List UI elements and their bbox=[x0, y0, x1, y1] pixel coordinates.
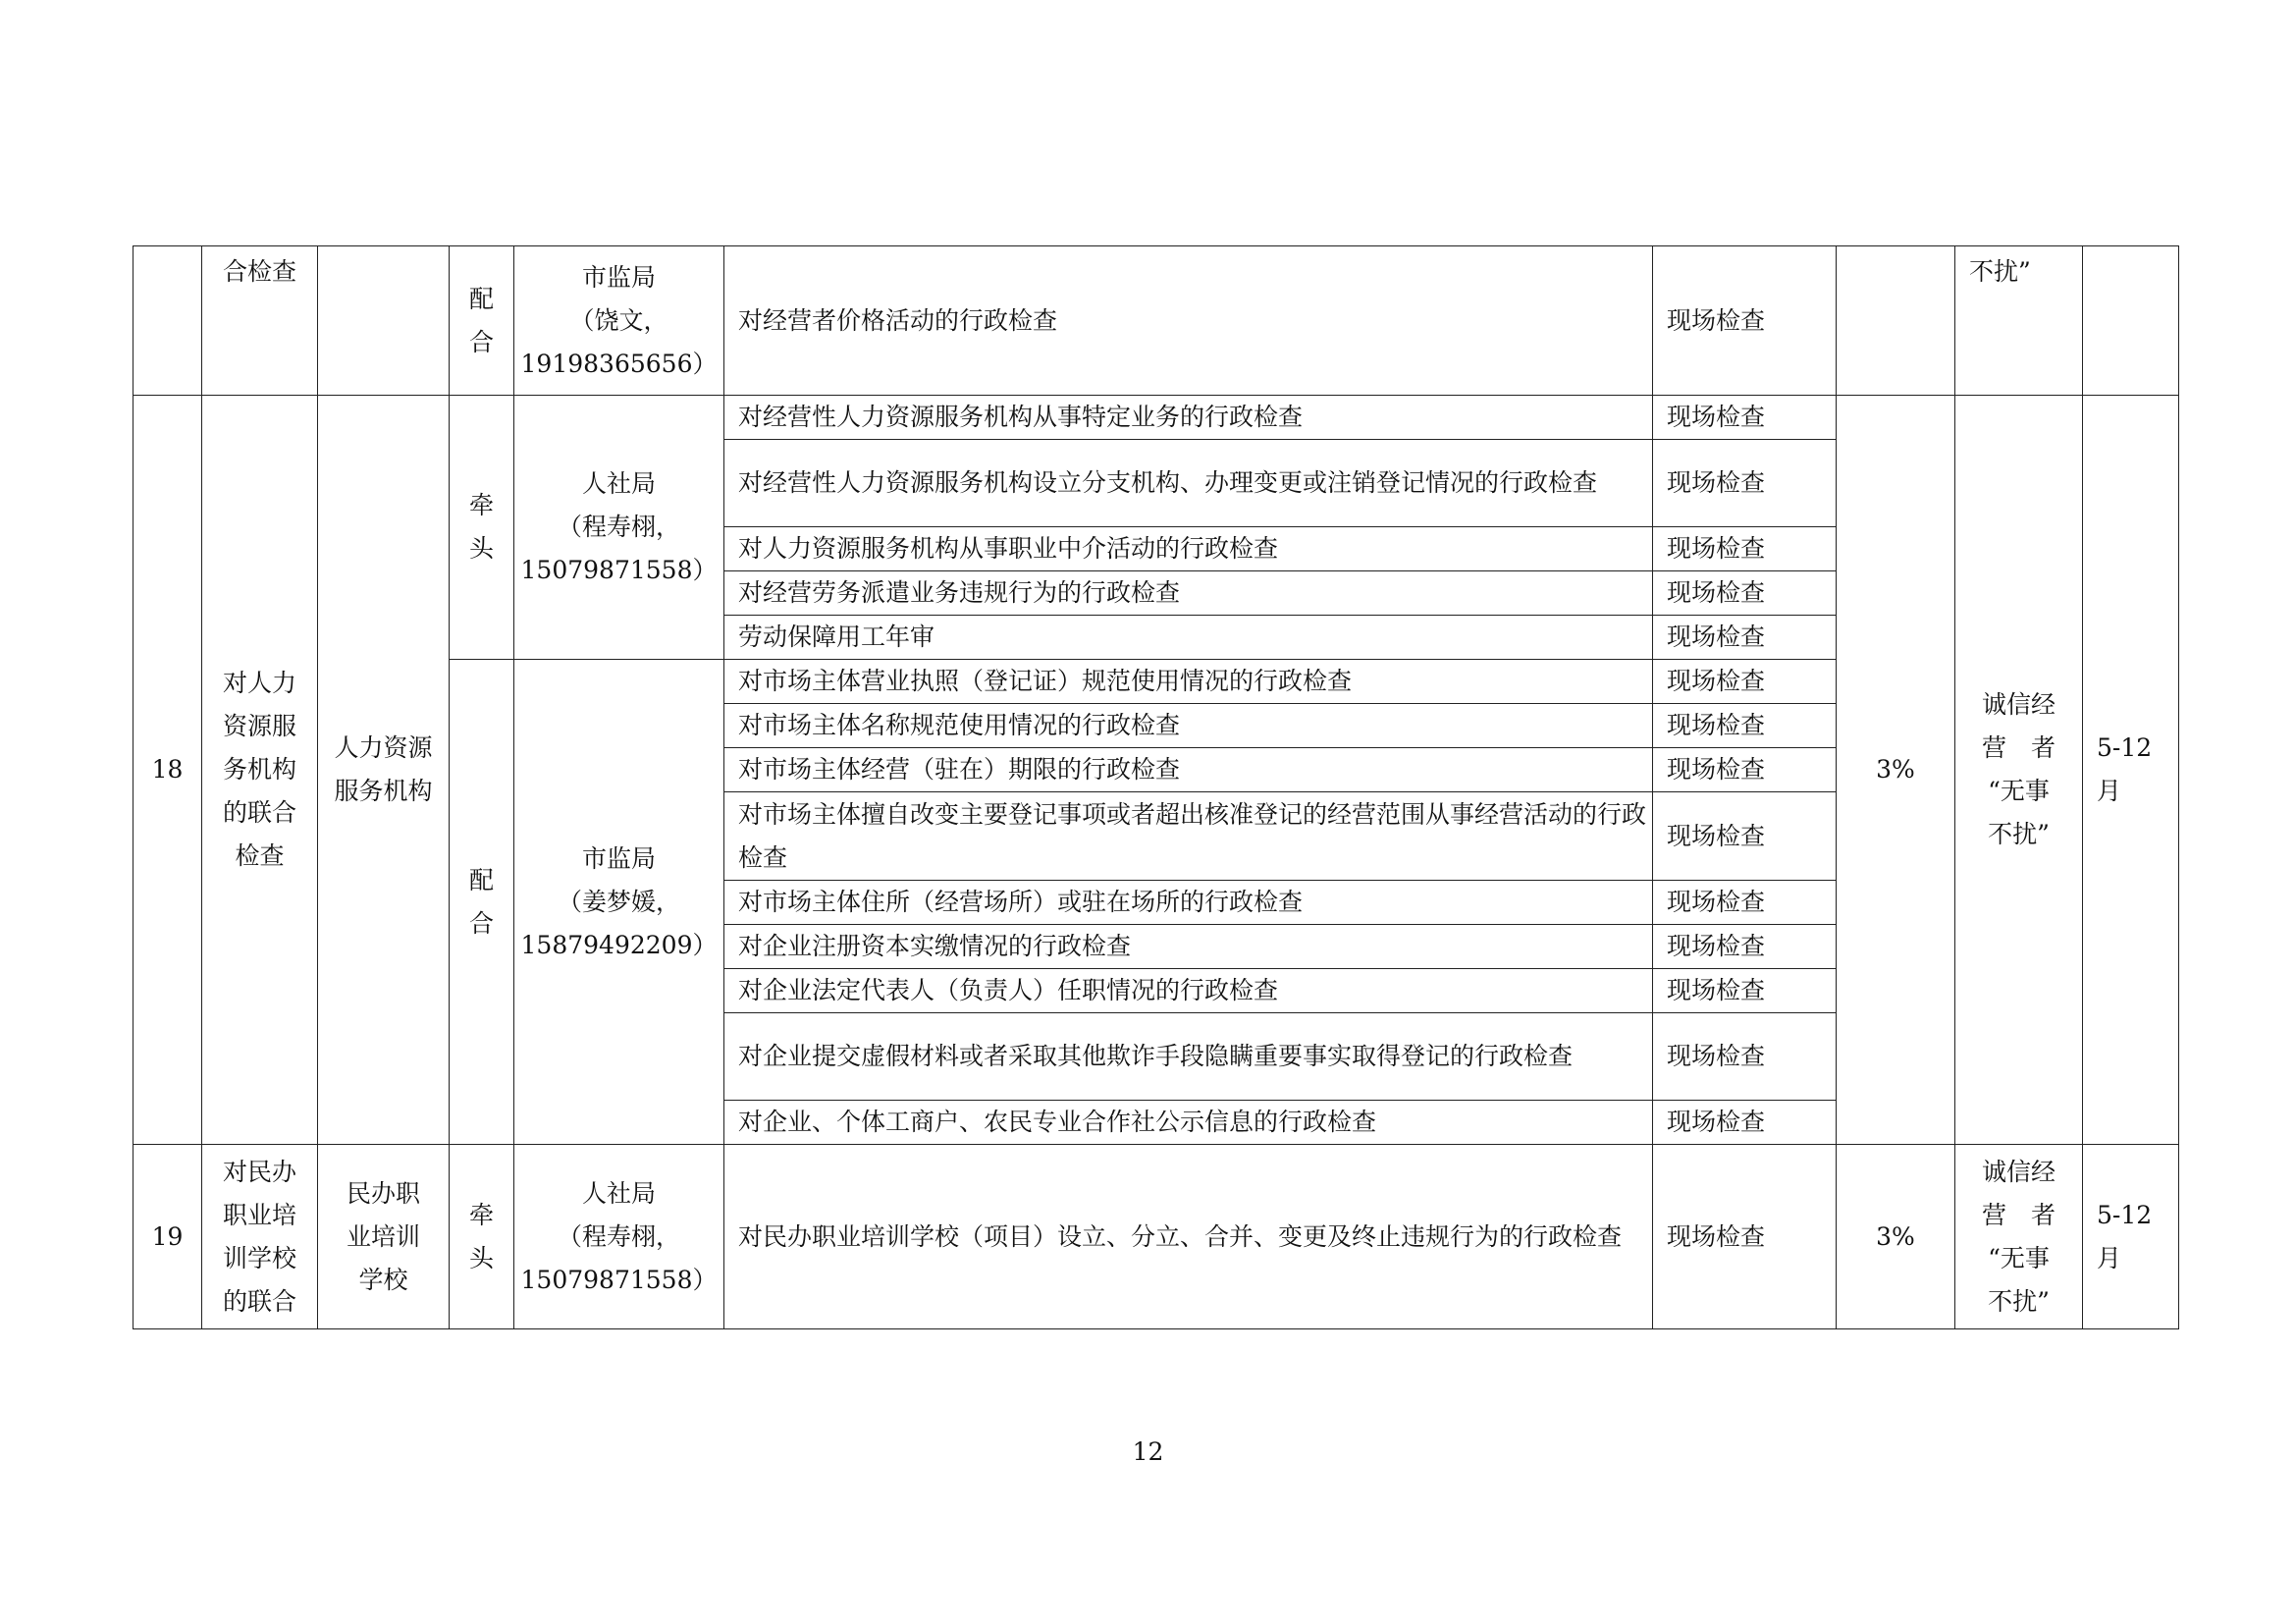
note-line: 营 者 bbox=[1981, 1200, 2056, 1229]
cell-method: 现场检查 bbox=[1653, 1013, 1837, 1101]
cell-method: 现场检查 bbox=[1653, 1101, 1837, 1145]
dept-contact: （程寿栩， bbox=[557, 513, 680, 541]
dept-name: 人社局 bbox=[581, 469, 656, 498]
dept-phone: 15079871558） bbox=[520, 1265, 718, 1294]
note-line: 不扰” bbox=[1988, 1286, 2050, 1316]
dept-name: 人社局 bbox=[581, 1178, 656, 1208]
cell-object bbox=[318, 396, 450, 1145]
role-label: 配合 bbox=[468, 865, 494, 938]
cell-ratio: 3% bbox=[1837, 396, 1955, 1145]
cell-time bbox=[2083, 396, 2179, 1145]
check-name: 对民办职业培训学校的联合 bbox=[222, 1157, 296, 1316]
cell-item: 对市场主体名称规范使用情况的行政检查 bbox=[724, 704, 1653, 748]
cell-role bbox=[450, 660, 514, 1145]
cell-method: 现场检查 bbox=[1653, 660, 1837, 704]
role-label: 配合 bbox=[468, 284, 494, 356]
cell-item: 对市场主体擅自改变主要登记事项或者超出核准登记的经营范围从事经营活动的行政检查 bbox=[724, 792, 1653, 881]
cell-role bbox=[450, 1145, 514, 1329]
cell-time bbox=[2083, 246, 2179, 396]
cell-item: 对企业、个体工商户、农民专业合作社公示信息的行政检查 bbox=[724, 1101, 1653, 1145]
cell-item: 对企业提交虚假材料或者采取其他欺诈手段隐瞒重要事实取得登记的行政检查 bbox=[724, 1013, 1653, 1101]
dept-contact: （饶文， bbox=[569, 305, 668, 335]
cell-method: 现场检查 bbox=[1653, 925, 1837, 969]
cell-ratio bbox=[1837, 246, 1955, 396]
note-line: 诚信经 bbox=[1981, 690, 2056, 719]
cell-name bbox=[202, 396, 318, 1145]
cell-method: 现场检查 bbox=[1653, 704, 1837, 748]
object-name: 民办职业培训学校 bbox=[346, 1178, 420, 1294]
cell-dept bbox=[514, 1145, 724, 1329]
page-number: 12 bbox=[1132, 1437, 1164, 1466]
cell-dept bbox=[514, 246, 724, 396]
cell-item: 对市场主体营业执照（登记证）规范使用情况的行政检查 bbox=[724, 660, 1653, 704]
note-line: 不扰” bbox=[1988, 820, 2050, 848]
cell-method: 现场检查 bbox=[1653, 1145, 1837, 1329]
dept-name: 市监局 bbox=[581, 843, 656, 873]
cell-note: 不扰” bbox=[1955, 246, 2083, 396]
table-row bbox=[133, 1145, 2179, 1329]
cell-dept bbox=[514, 660, 724, 1145]
dept-phone: 15079871558） bbox=[520, 556, 718, 584]
note-line: 营 者 bbox=[1981, 733, 2056, 762]
role-label: 牵头 bbox=[468, 1200, 494, 1272]
cell-no: 19 bbox=[133, 1145, 202, 1329]
cell-method: 现场检查 bbox=[1653, 748, 1837, 792]
cell-object bbox=[318, 1145, 450, 1329]
cell-item: 劳动保障用工年审 bbox=[724, 616, 1653, 660]
inspection-table bbox=[133, 245, 2179, 1329]
cell-method: 现场检查 bbox=[1653, 881, 1837, 925]
cell-item: 对市场主体经营（驻在）期限的行政检查 bbox=[724, 748, 1653, 792]
cell-role bbox=[450, 246, 514, 396]
cell-name bbox=[202, 246, 318, 396]
note-line: 诚信经 bbox=[1981, 1157, 2056, 1186]
cell-no: 18 bbox=[133, 396, 202, 1145]
cell-note bbox=[1955, 1145, 2083, 1329]
cell-object bbox=[318, 246, 450, 396]
cell-item: 对企业法定代表人（负责人）任职情况的行政检查 bbox=[724, 969, 1653, 1013]
cell-method: 现场检查 bbox=[1653, 396, 1837, 440]
table-row bbox=[133, 246, 2179, 396]
cell-item: 对经营性人力资源服务机构设立分支机构、办理变更或注销登记情况的行政检查 bbox=[724, 440, 1653, 527]
cell-method: 现场检查 bbox=[1653, 527, 1837, 571]
cell-item: 对企业注册资本实缴情况的行政检查 bbox=[724, 925, 1653, 969]
cell-item: 对人力资源服务机构从事职业中介活动的行政检查 bbox=[724, 527, 1653, 571]
dept-contact: （姜梦媛， bbox=[557, 887, 680, 916]
cell-method: 现场检查 bbox=[1653, 571, 1837, 616]
time-range: 5-12月 bbox=[2097, 1200, 2153, 1272]
check-name: 合检查 bbox=[222, 257, 296, 286]
time-range: 5-12月 bbox=[2097, 733, 2153, 805]
role-label: 牵头 bbox=[468, 491, 494, 563]
cell-item: 对民办职业培训学校（项目）设立、分立、合并、变更及终止违规行为的行政检查 bbox=[724, 1145, 1653, 1329]
cell-note bbox=[1955, 396, 2083, 1145]
note-line: “无事 bbox=[1988, 777, 2050, 805]
cell-item: 对经营者价格活动的行政检查 bbox=[724, 246, 1653, 396]
dept-phone: 19198365656） bbox=[520, 349, 718, 378]
cell-dept bbox=[514, 396, 724, 660]
check-name: 对人力资源服务机构的联合检查 bbox=[222, 669, 296, 870]
cell-item: 对市场主体住所（经营场所）或驻在场所的行政检查 bbox=[724, 881, 1653, 925]
cell-method: 现场检查 bbox=[1653, 616, 1837, 660]
dept-name: 市监局 bbox=[581, 262, 656, 292]
cell-method: 现场检查 bbox=[1653, 246, 1837, 396]
cell-role bbox=[450, 396, 514, 660]
dept-phone: 15879492209） bbox=[520, 930, 718, 959]
cell-method: 现场检查 bbox=[1653, 792, 1837, 881]
cell-item: 对经营性人力资源服务机构从事特定业务的行政检查 bbox=[724, 396, 1653, 440]
cell-method: 现场检查 bbox=[1653, 440, 1837, 527]
cell-time bbox=[2083, 1145, 2179, 1329]
object-name: 人力资源服务机构 bbox=[334, 733, 433, 805]
cell-no bbox=[133, 246, 202, 396]
cell-method: 现场检查 bbox=[1653, 969, 1837, 1013]
cell-ratio: 3% bbox=[1837, 1145, 1955, 1329]
cell-name bbox=[202, 1145, 318, 1329]
table-row bbox=[133, 396, 2179, 440]
dept-contact: （程寿栩， bbox=[557, 1221, 680, 1251]
cell-item: 对经营劳务派遣业务违规行为的行政检查 bbox=[724, 571, 1653, 616]
note-line: “无事 bbox=[1988, 1243, 2050, 1272]
